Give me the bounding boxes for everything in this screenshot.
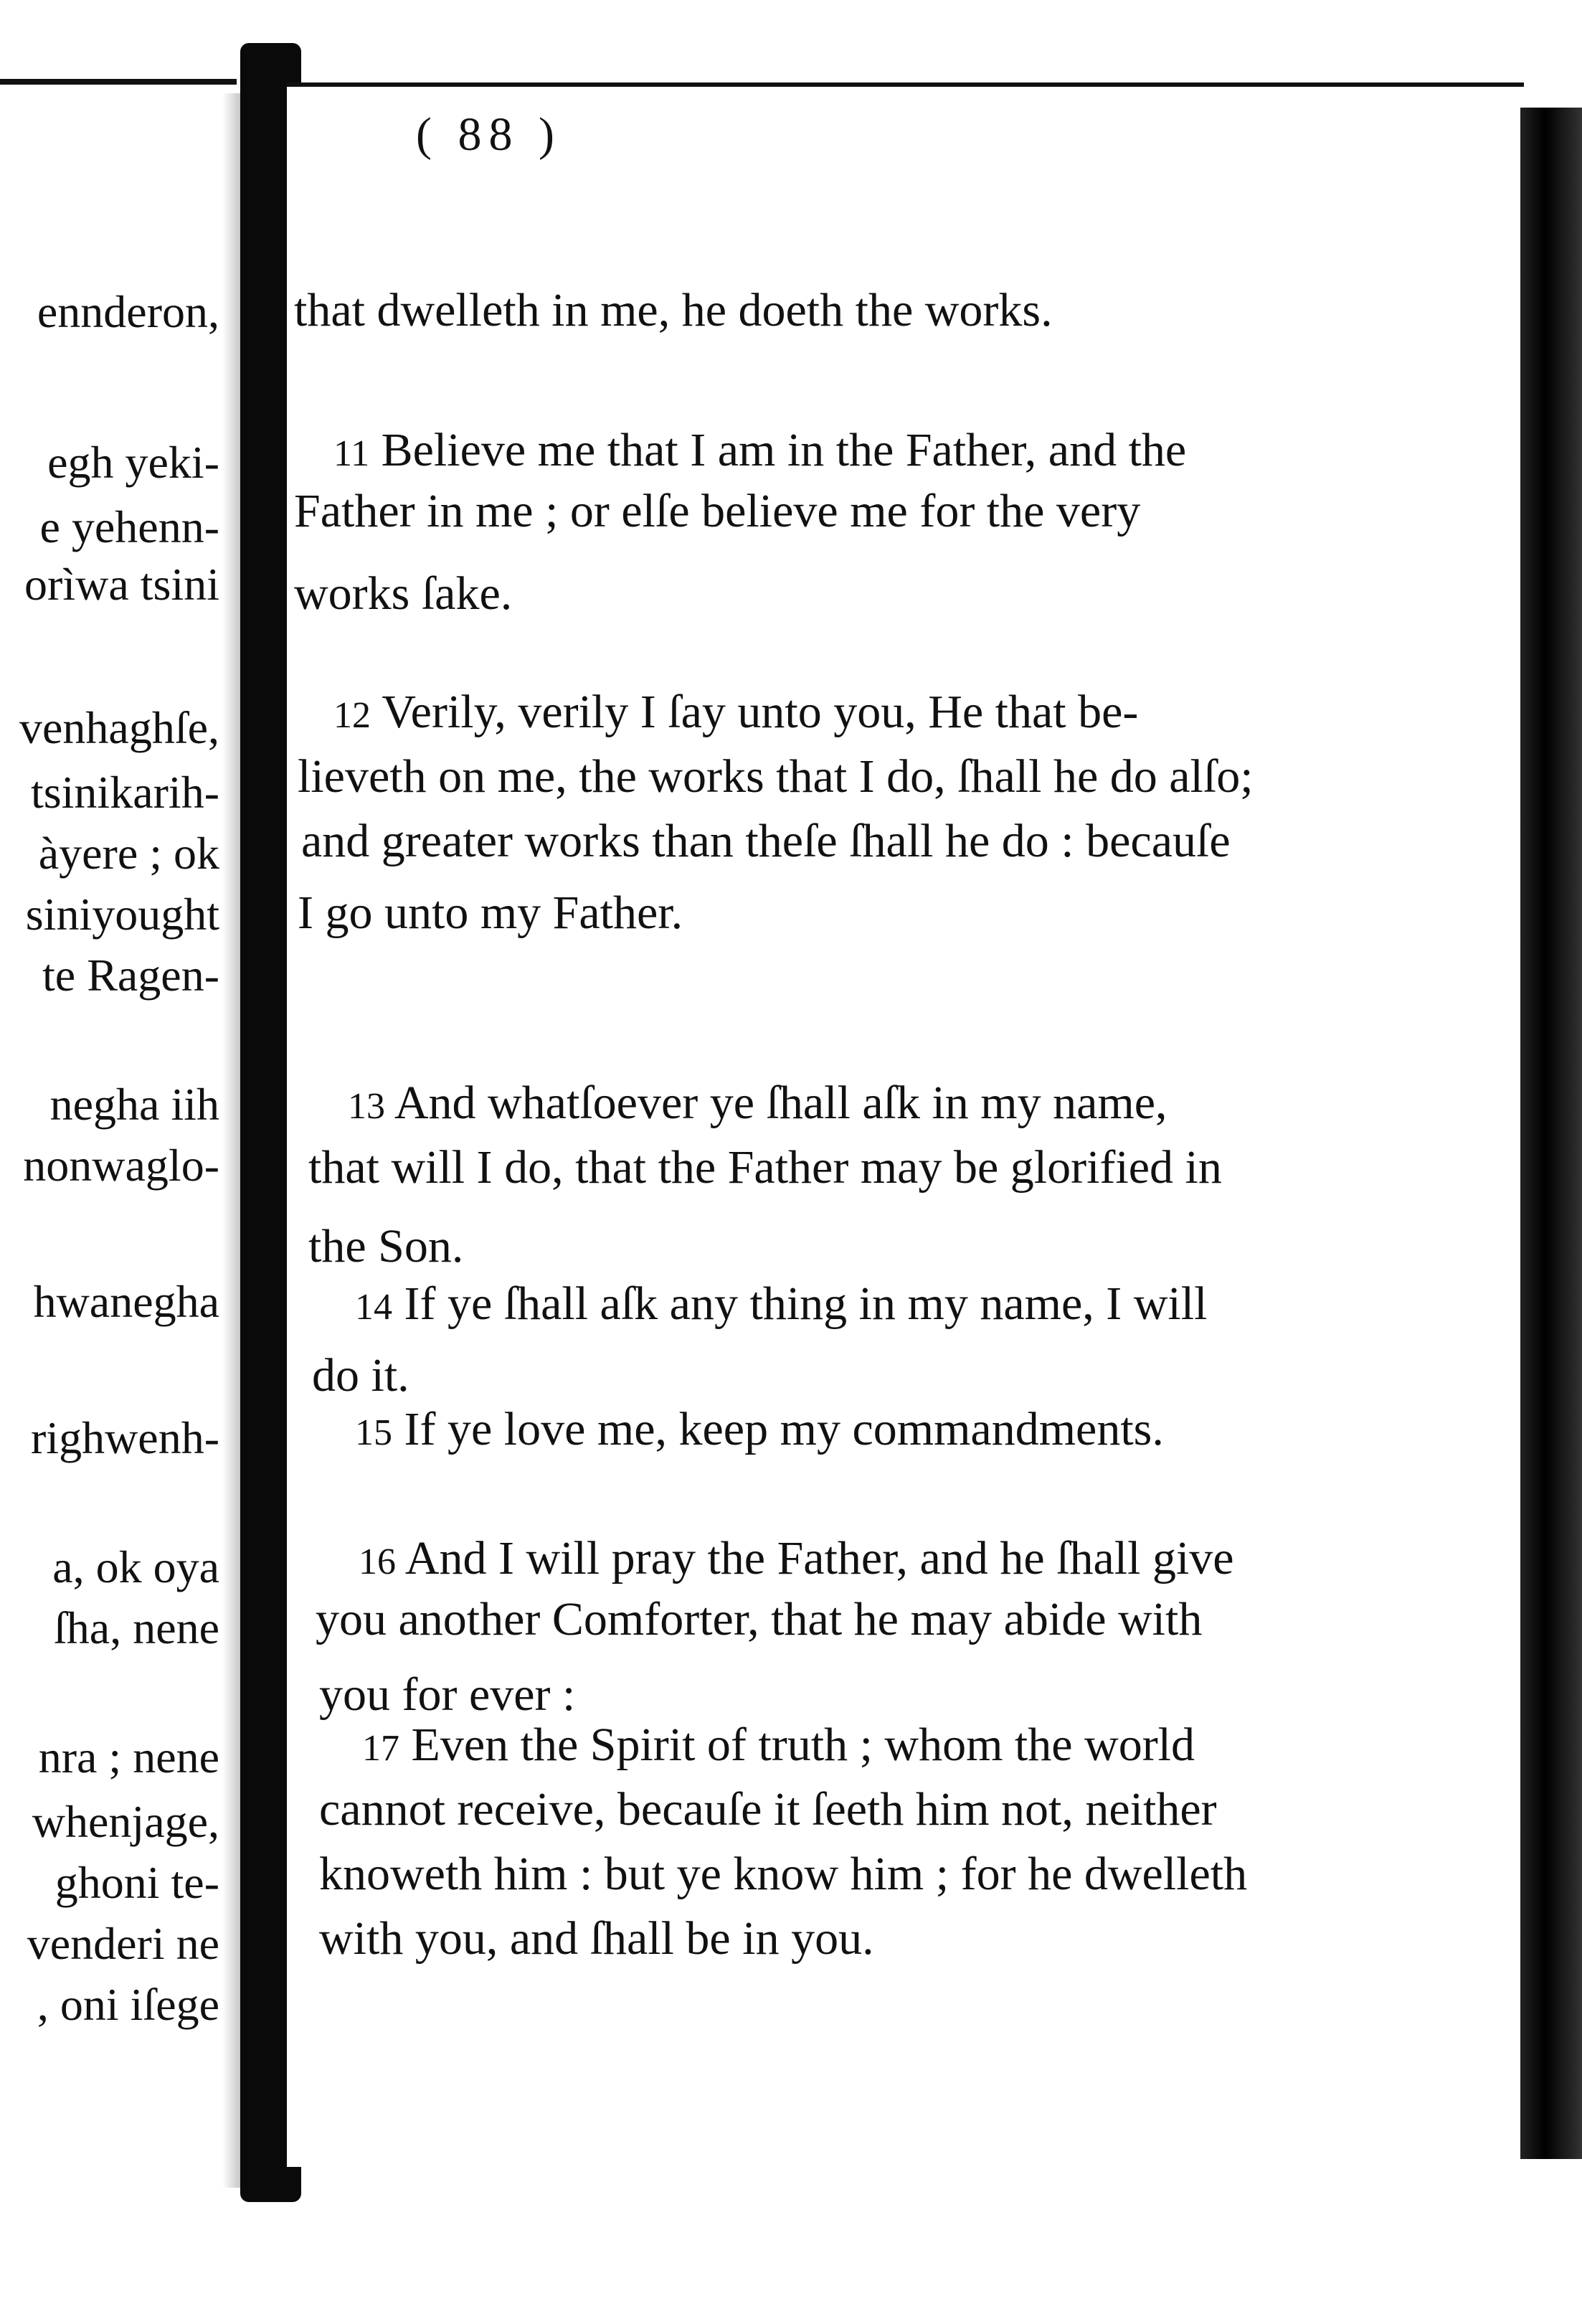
- verse-text: you for ever :: [319, 1668, 576, 1721]
- verse-line: [319, 1912, 874, 1965]
- verse-text: Believe me that I am in the Father, and the: [381, 424, 1187, 476]
- verse-line: [348, 1077, 1167, 1129]
- left-text-line: venderi ne: [27, 1918, 219, 1969]
- verse-line: [294, 567, 513, 620]
- verse-line: [308, 1220, 464, 1272]
- left-text-line: egh yeki-: [47, 437, 219, 488]
- verse-line: [359, 1532, 1234, 1584]
- verse-text: the Son.: [308, 1220, 464, 1272]
- verse-number: 17: [362, 1728, 399, 1769]
- verse-text: knoweth him : but ye know him ; for he dwelleth: [319, 1848, 1248, 1900]
- verse-text: I go unto my Father.: [298, 887, 683, 939]
- page-edge: [1520, 108, 1582, 2159]
- verse-number: 16: [359, 1541, 396, 1582]
- verse-text: And I will pray the Father, and he ſhall give: [404, 1532, 1234, 1584]
- left-text-line: , oni iſege: [37, 1979, 219, 2030]
- verse-line: [362, 1721, 1195, 1769]
- left-text-line: whenjage,: [32, 1796, 219, 1847]
- verse-text: Verily, verily I ſay unto you, He that be-: [382, 686, 1139, 738]
- verse-number: 15: [355, 1412, 392, 1453]
- verse-line: [308, 1141, 1222, 1194]
- verse-text: that dwelleth in me, he doeth the works.: [294, 284, 1053, 336]
- verse-number: 12: [333, 695, 371, 736]
- verse-line: [294, 284, 1053, 336]
- verse-text: Even the Spirit of truth ; whom the world: [411, 1719, 1195, 1771]
- left-text-line: nra ; nene: [38, 1732, 219, 1782]
- left-text-line: negha iih: [49, 1079, 219, 1130]
- verse-text: cannot receive, becauſe it ſeeth him not, neither: [319, 1783, 1217, 1836]
- left-text-line: venhaghſe,: [19, 702, 219, 753]
- left-text-line: ſha, nene: [54, 1602, 219, 1653]
- left-text-line: tsinikarih-: [30, 767, 219, 818]
- left-text-line: ghoni te-: [55, 1857, 219, 1908]
- verse-text: Father in me ; or elſe believe me for the very: [294, 485, 1141, 537]
- verse-text: that will I do, that the Father may be glorified in: [308, 1141, 1222, 1194]
- verse-line: [333, 686, 1139, 738]
- verse-line: [319, 1848, 1248, 1900]
- verse-line: [333, 424, 1187, 476]
- verse-number: 14: [355, 1287, 392, 1328]
- verse-text: If ye ſhall aſk any thing in my name, I will: [404, 1277, 1208, 1330]
- verse-text: and greater works than theſe ſhall he do : becauſe: [301, 815, 1231, 867]
- verse-text: lieveth on me, the works that I do, ſhall he do alſo;: [298, 750, 1254, 803]
- verse-line: [355, 1277, 1208, 1330]
- left-text-line: e yehenn-: [39, 501, 219, 552]
- verse-line: [355, 1403, 1164, 1455]
- verse-text: do it.: [312, 1349, 409, 1402]
- left-text-line: orìwa tsini: [24, 559, 219, 610]
- verse-text: with you, and ſhall be in you.: [319, 1912, 874, 1965]
- left-text-line: te Ragen-: [42, 950, 219, 1001]
- left-text-line: hwanegha: [33, 1276, 219, 1327]
- verse-text: And whatſoever ye ſhall aſk in my name,: [394, 1077, 1167, 1129]
- left-facing-page: [0, 79, 237, 2222]
- verse-number: 11: [333, 433, 370, 474]
- verse-line: [298, 750, 1254, 803]
- verse-number: 13: [348, 1086, 385, 1127]
- left-text-line: a, ok oya: [52, 1541, 219, 1592]
- left-text-line: ennderon,: [37, 286, 219, 337]
- left-text-line: siniyought: [25, 889, 219, 940]
- verse-line: [319, 1783, 1217, 1836]
- verse-line: [294, 485, 1141, 537]
- page-number: ( 88 ): [416, 108, 562, 161]
- verse-line: [312, 1349, 409, 1402]
- verse-line: [319, 1668, 576, 1721]
- verse-text: works ſake.: [294, 567, 513, 620]
- left-text-line: nonwaglo-: [23, 1140, 219, 1191]
- left-text-line: àyere ; ok: [38, 828, 219, 879]
- verse-line: [316, 1593, 1203, 1645]
- verse-text: you another Comforter, that he may abide with: [316, 1593, 1203, 1645]
- verse-text: If ye love me, keep my commandments.: [404, 1403, 1164, 1455]
- left-text-line: righwenh-: [30, 1412, 219, 1463]
- verse-line: [298, 889, 683, 937]
- verse-line: [301, 815, 1231, 867]
